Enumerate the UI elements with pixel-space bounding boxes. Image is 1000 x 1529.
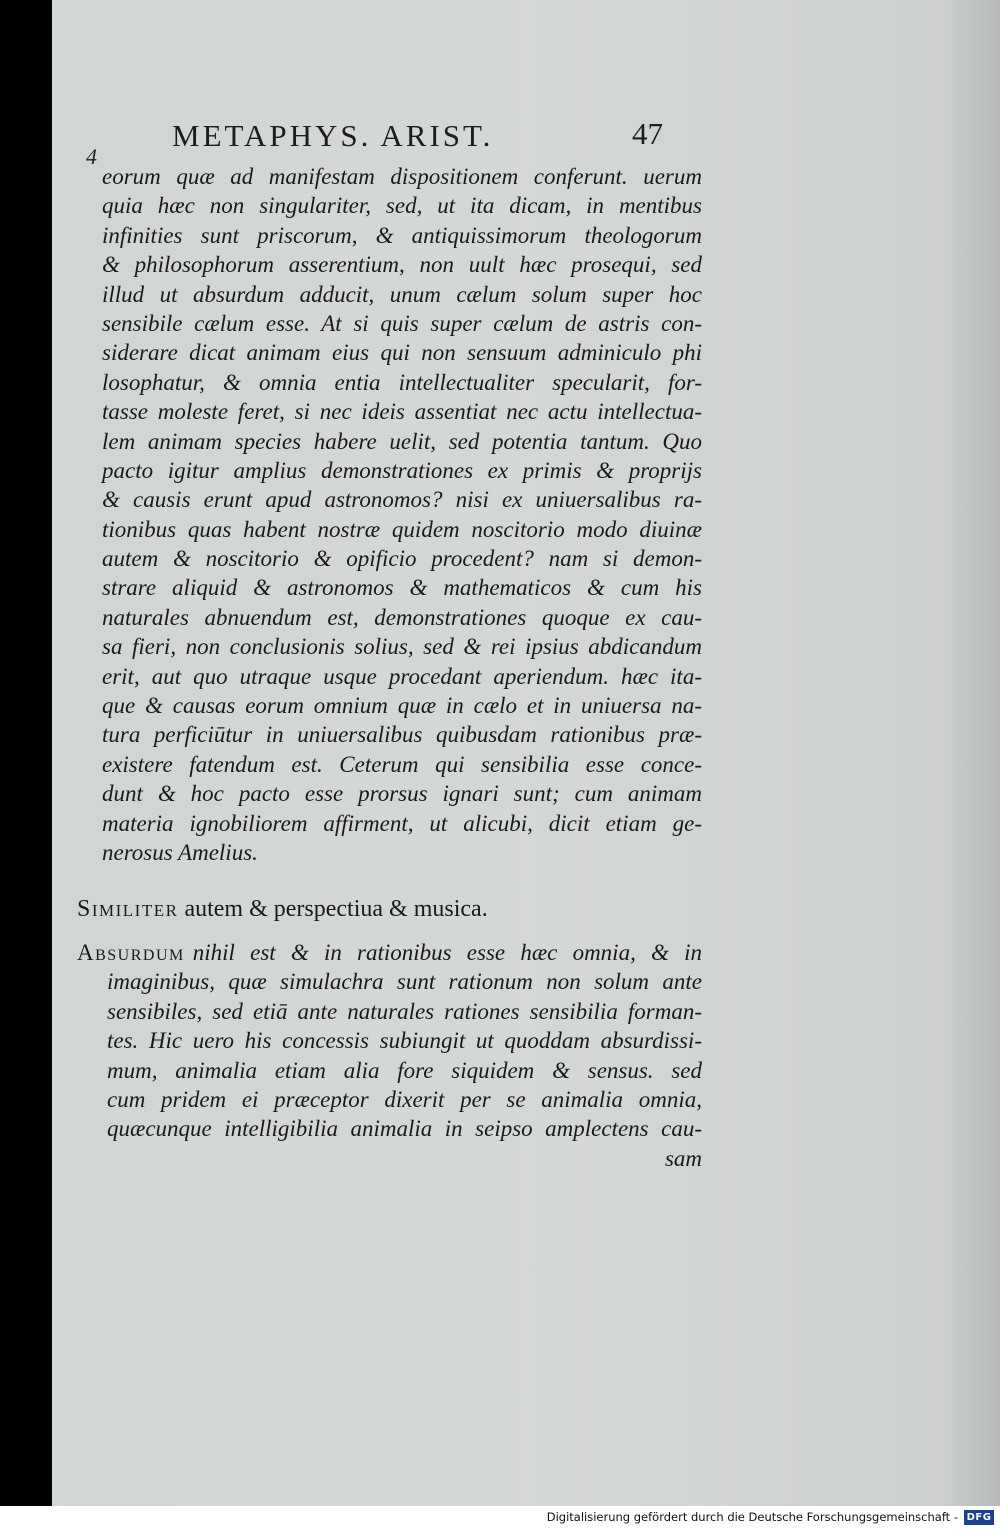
lemma-caps: Similiter (77, 896, 179, 922)
commentary-line: tes. Hic uero his concessis subiungit ut quoddam absurdissi- (107, 1028, 702, 1054)
commentary-line: illud ut absurdum adducit, unum cælum solum super hoc (102, 281, 702, 307)
commentary-line: dunt & hoc pacto esse prorsus ignari sunt; cum animam (102, 781, 702, 807)
running-head-title: METAPHYS. ARIST. (172, 118, 494, 153)
commentary-line: sensibile cælum esse. At si quis super cælum de astris con- (102, 310, 702, 336)
margin-mark: 4 (86, 144, 97, 169)
commentary-line: strare aliquid & astronomos & mathematicos & cum his (102, 575, 702, 601)
lead-caps: Absurdum (77, 940, 185, 965)
lemma-heading (77, 896, 488, 923)
commentary-line: tura perficiūtur in uniuersalibus quibusdam rationibus præ- (102, 722, 702, 748)
dfg-logo: DFG (964, 1510, 994, 1525)
commentary-line: lem animam species habere uelit, sed potentia tantum. Quo (102, 428, 702, 454)
commentary-line: infinities sunt priscorum, & antiquissimorum theologorum (102, 222, 702, 248)
commentary-line: & philosophorum asserentium, non uult hæc prosequi, sed (102, 252, 702, 278)
commentary-line: sensibiles, sed etiā ante naturales rationes sensibilia forman- (107, 998, 702, 1024)
commentary-line: eorum quæ ad manifestam dispositionem conferunt. uerum (102, 164, 702, 189)
commentary-line: autem & noscitorio & opificio procedent? nam si demon- (102, 546, 702, 572)
commentary-line: naturales abnuendum est, demonstrationes quoque ex cau- (102, 604, 702, 630)
commentary-line: quia hæc non singulariter, sed, ut ita dicam, in mentibus (102, 193, 702, 219)
page-edge-shadow (940, 0, 1000, 1506)
page-number: 47 (632, 116, 663, 151)
second-commentary-block (77, 938, 702, 1173)
commentary-line: & causis erunt apud astronomos? nisi ex uniuersalibus ra- (102, 487, 702, 513)
commentary-first-line (77, 938, 702, 967)
commentary-line: que & causas eorum omnium quæ in cælo et in uniuersa na- (102, 693, 702, 719)
commentary-line: erit, aut quo utraque usque procedant aperiendum. hæc ita- (102, 663, 702, 689)
commentary-line: losophatur, & omnia entia intellectualiter specularit, for- (102, 369, 702, 395)
catchword: sam (664, 1145, 702, 1171)
commentary-line: siderare dicat animam eius qui non sensuum adminiculo phi (102, 340, 702, 366)
commentary-block (102, 162, 702, 867)
commentary-line: cum pridem ei præceptor dixerit per se animalia omnia, (107, 1086, 702, 1112)
commentary-line: pacto igitur amplius demonstrationes ex primis & proprijs (102, 457, 702, 483)
commentary-line: tionibus quas habent nostræ quidem noscitorio modo diuinæ (102, 516, 702, 542)
commentary-line: mum, animalia etiam alia fore siquidem & sensus. sed (107, 1057, 702, 1083)
funding-credit: Digitalisierung gefördert durch die Deutsche Forschungsgemeinschaft - (546, 1510, 958, 1524)
commentary-line: sa fieri, non conclusionis solius, sed & rei ipsius abdicandum (102, 634, 702, 660)
commentary-line: imaginibus, quæ simulachra sunt rationum non solum ante (107, 969, 702, 995)
digitization-footer (0, 1506, 1000, 1529)
lemma-text: autem & perspectiua & musica. (184, 896, 488, 922)
first-line-text: nihil est & in rationibus esse hæc omnia, & in (192, 940, 702, 965)
running-head (172, 118, 662, 162)
commentary-line: existere fatendum est. Ceterum qui sensibilia esse conce- (102, 751, 702, 777)
commentary-line: quæcunque intelligibilia animalia in seipso amplectens cau- (107, 1116, 702, 1142)
commentary-line: tasse moleste feret, si nec ideis assentiat nec actu intellectua- (102, 399, 702, 425)
commentary-line: nerosus Amelius. (102, 839, 258, 865)
commentary-line: materia ignobiliorem affirment, ut alicubi, dicit etiam ge- (102, 810, 702, 836)
